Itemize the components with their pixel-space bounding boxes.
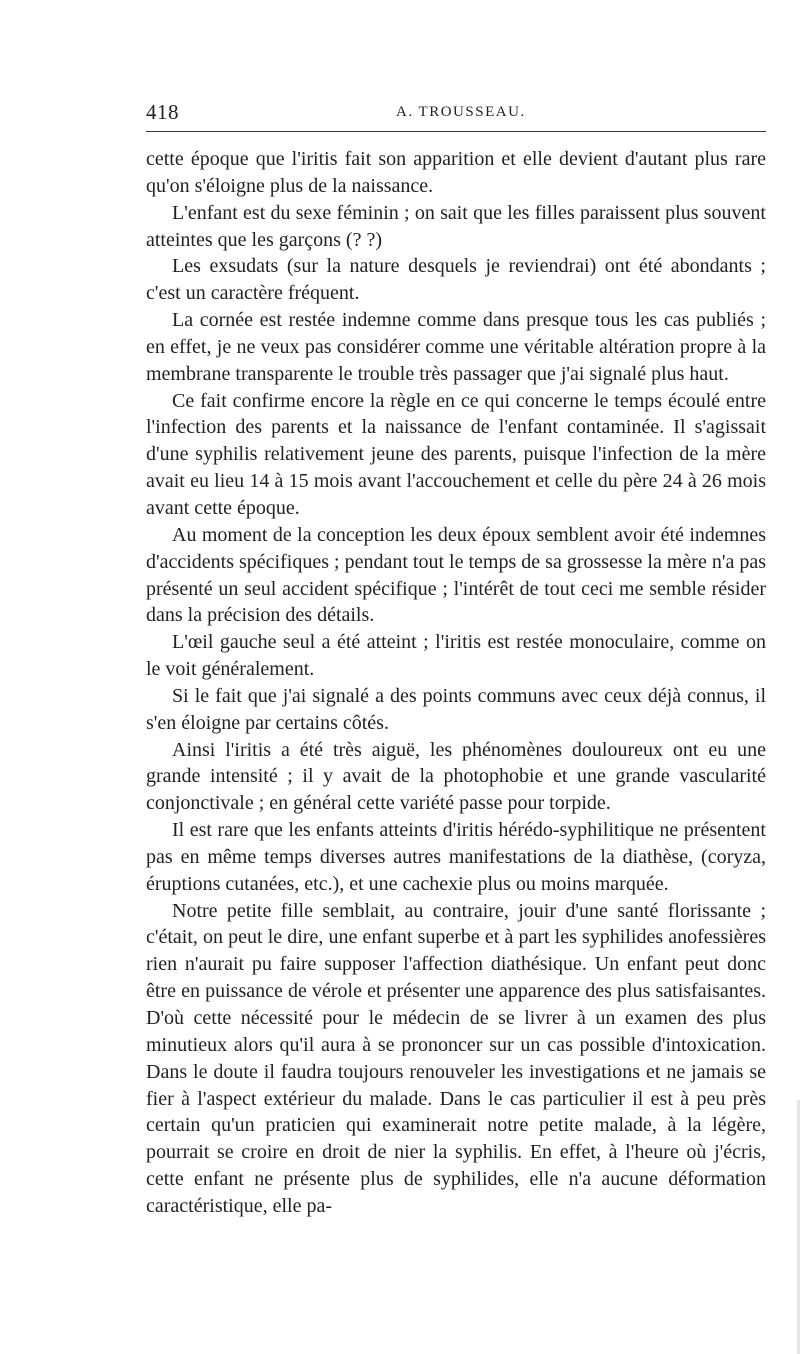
page-number: 418: [146, 100, 179, 124]
paragraph: Ainsi l'iritis a été très aiguë, les phénomènes douloureux ont eu une grande intensité ; il y avait de la photophobie et une grande vascularité conjonctivale ; en général cette variété passe pour torpide.: [146, 738, 766, 815]
paragraph-continuation: cette époque que l'iritis fait son apparition et elle devient d'autant plus rare qu'on s'éloigne plus de la naissance.: [146, 148, 766, 197]
paragraph: Les exsudats (sur la nature desquels je reviendrai) ont été abondants ; c'est un caractère fréquent.: [146, 255, 766, 305]
header-rule: [146, 131, 766, 132]
paragraph: Ce fait confirme encore la règle en ce qui concerne le temps écoulé entre l'infection des parents et la naissance de l'enfant contaminée. Il s'agissait d'une syphilis relativement jeune des parents, puisque l'infection de la mère avait eu lieu 14 à 15 mois avant l'accouchement et celle du père 24 à 26 mois avant cette époque.: [146, 389, 766, 519]
paragraph: La cornée est restée indemne comme dans presque tous les cas publiés ; en effet, je ne veux pas considérer comme une véritable altération propre à la membrane transparente le trouble très passager que j'ai signalé plus haut.: [146, 309, 766, 385]
paragraph: Au moment de la conception les deux époux semblent avoir été indemnes d'accidents spécifiques ; pendant tout le temps de sa grossesse la mère n'a pas présenté un seul accident spécifique ; l'intérêt de tout ceci me semble résider dans la précision des détails.: [146, 523, 766, 627]
body-text: [146, 146, 766, 1220]
paragraph: Il est rare que les enfants atteints d'iritis hérédo-syphilitique ne présentent pas en même temps diverses autres manifestations de la diathèse, (coryza, éruptions cutanées, etc.), et une cachexie plus ou moins marquée.: [146, 819, 766, 895]
running-head: A. TROUSSEAU.: [396, 104, 526, 120]
paragraph: Notre petite fille semblait, au contraire, jouir d'une santé florissante ; c'était, on peut le dire, une enfant superbe et à part les syphilides anofessières rien n'aurait pu faire supposer l'affection diathésique. Un enfant peut donc être en puissance de vérole et présenter une apparence des plus satisfaisantes. D'où cette nécessité pour le médecin de se livrer à un examen des plus minutieux alors qu'il aura à se prononcer sur un cas possible d'intoxication. Dans le doute il faudra toujours renouveler les investigations et ne jamais se fier à l'aspect extérieur du malade. Dans le cas particulier il est à peu près certain qu'un praticien qui examinerait notre petite malade, à la légère, pourrait se croire en droit de nier la syphilis. En effet, à l'heure où j'écris, cette enfant ne présente plus de syphilides, elle n'a aucune déformation caractéristique, elle pa-: [146, 899, 766, 1217]
page-header: [146, 100, 766, 128]
paragraph: Si le fait que j'ai signalé a des points communs avec ceux déjà connus, il s'en éloigne par certains côtés.: [146, 684, 766, 734]
paragraph: L'enfant est du sexe féminin ; on sait que les filles paraissent plus souvent atteintes que les garçons (? ?): [146, 201, 766, 251]
paragraph: L'œil gauche seul a été atteint ; l'iritis est restée monoculaire, comme on le voit généralement.: [146, 631, 766, 681]
